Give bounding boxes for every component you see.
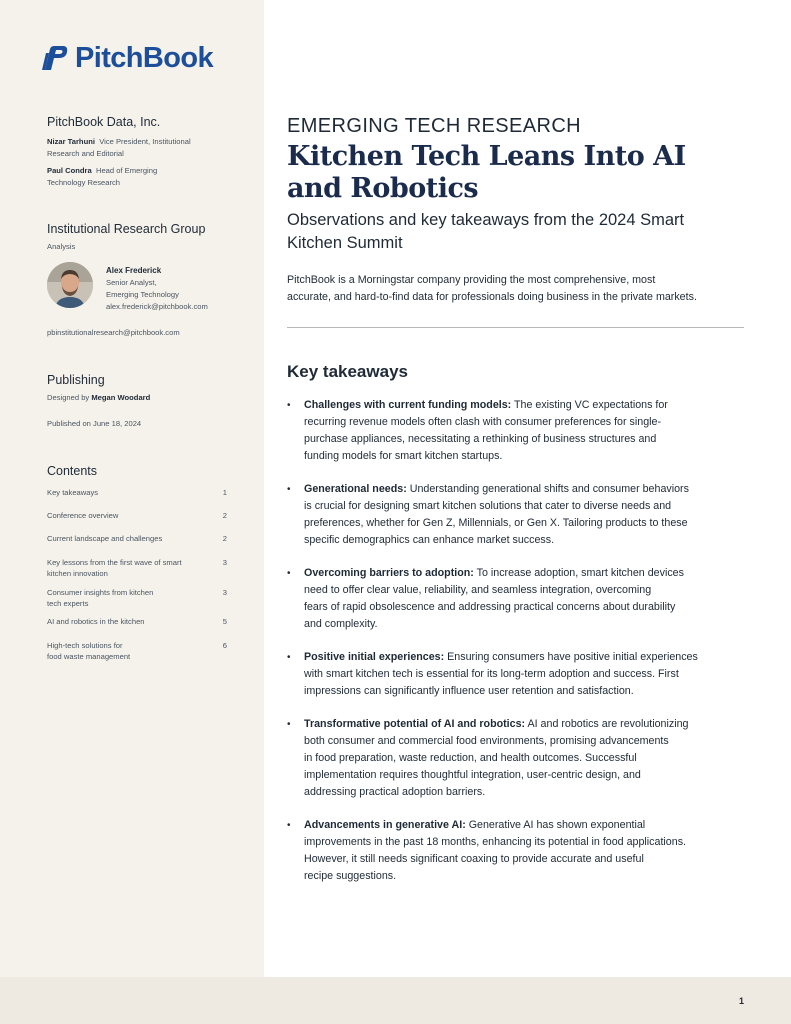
subtitle-line: Observations and key takeaways from the 2024 Smart [287, 211, 685, 229]
designed-by [47, 392, 150, 404]
author-nizar [47, 136, 237, 160]
takeaway-item [287, 481, 747, 549]
takeaway-item [287, 649, 747, 700]
pitchbook-logo[interactable] [41, 43, 213, 73]
toc-item[interactable] [47, 557, 227, 579]
toc-item-page: 6 [222, 641, 227, 650]
author-title: Technology Research [47, 178, 121, 187]
takeaway-text: purchase appliances, necessitating a rethinking of business structures and [304, 433, 657, 445]
takeaway-text: The existing VC expectations for [511, 399, 668, 411]
title-line: and Robotics [287, 173, 479, 204]
designer-name: Megan Woodard [91, 393, 151, 402]
takeaway-item [287, 397, 747, 465]
toc-item-label: tech experts [47, 599, 89, 608]
toc-item-page: 2 [222, 511, 227, 520]
page-footer [0, 977, 791, 1024]
company-name: PitchBook Data, Inc. [47, 115, 161, 129]
toc-item-page: 5 [222, 617, 227, 626]
takeaway-text: implementation requires thoughtful integration, user-centric design, and [304, 769, 641, 781]
author-name: Paul Condra [47, 166, 92, 175]
toc-item-page: 1 [222, 488, 227, 497]
author-name: Nizar Tarhuni [47, 137, 95, 146]
key-takeaways-heading: Key takeaways [287, 362, 408, 381]
analyst-card [47, 262, 257, 313]
toc-item[interactable] [47, 587, 227, 609]
toc-item-page: 3 [222, 588, 227, 597]
report-kicker: EMERGING TECH RESEARCH [287, 115, 582, 137]
intro-line: accurate, and hard-to-find data for professionals doing business in the private markets. [287, 291, 697, 303]
analyst-role: Emerging Technology [106, 290, 179, 299]
analyst-email-link[interactable]: alex.frederick@pitchbook.com [106, 302, 208, 311]
divider [287, 327, 744, 328]
brand-name: PitchBook [75, 42, 213, 74]
takeaway-text: funding models for smart kitchen startups. [304, 450, 503, 462]
published-date: Published on June 18, 2024 [47, 419, 142, 428]
takeaway-text: To increase adoption, smart kitchen devices [473, 567, 684, 579]
takeaway-text: and complexity. [304, 618, 378, 630]
toc-item[interactable] [47, 510, 227, 521]
report-title [287, 141, 737, 205]
analyst-portrait-icon [47, 262, 93, 308]
toc-item-page: 2 [222, 534, 227, 543]
avatar [47, 262, 93, 308]
takeaway-text: improvements in the past 18 months, enhancing its potential in food applications. [304, 836, 687, 848]
toc-item-label: AI and robotics in the kitchen [47, 617, 145, 626]
toc-item-label: kitchen innovation [47, 569, 108, 578]
takeaway-item [287, 817, 747, 885]
group-heading: Institutional Research Group [47, 222, 206, 236]
author-title: Research and Editorial [47, 149, 124, 158]
report-subtitle [287, 209, 737, 255]
takeaway-text: in food preparation, waste reduction, and health outcomes. Successful [304, 752, 637, 764]
takeaway-text: Understanding generational shifts and consumer behaviors [406, 483, 689, 495]
intro-line: PitchBook is a Morningstar company providing the most comprehensive, most [287, 274, 656, 286]
toc-item[interactable] [47, 616, 227, 627]
toc-item-label: food waste management [47, 652, 131, 661]
group-email-link[interactable]: pbinstitutionalresearch@pitchbook.com [47, 328, 180, 337]
takeaway-text: need to offer clear value, reliability, and seamless integration, overcoming [304, 584, 652, 596]
toc-item-label: High-tech solutions for [47, 641, 123, 650]
toc-item-label: Current landscape and challenges [47, 534, 163, 543]
takeaway-label: Challenges with current funding models: [304, 399, 512, 411]
toc-item-label: Key lessons from the first wave of smart [47, 558, 182, 567]
takeaway-text: is crucial for designing smart kitchen solutions that cater to diverse needs and [304, 500, 672, 512]
publishing-heading: Publishing [47, 373, 105, 387]
takeaway-text: Generative AI has shown exponential [465, 819, 646, 831]
takeaway-label: Transformative potential of AI and robotics: [304, 718, 526, 730]
author-title: Vice President, Institutional [99, 137, 191, 146]
analyst-role: Senior Analyst, [106, 278, 157, 287]
page-number: 1 [738, 996, 744, 1006]
intro-paragraph [287, 272, 747, 306]
author-title: Head of Emerging [95, 166, 158, 175]
toc-item-label: Consumer insights from kitchen [47, 588, 154, 597]
takeaway-text: addressing practical adoption barriers. [304, 786, 486, 798]
pitchbook-logo-icon [41, 43, 71, 73]
takeaway-text: impressions can significantly influence user retention and satisfaction. [304, 685, 634, 697]
takeaway-text: recipe suggestions. [304, 870, 397, 882]
bullet-icon: • [287, 820, 291, 831]
takeaway-text: AI and robotics are revolutionizing [525, 718, 689, 730]
takeaway-label: Generational needs: [304, 483, 407, 495]
takeaway-item [287, 565, 747, 633]
takeaway-text: specific demographics can enhance market success. [304, 534, 555, 546]
toc-item-label: Conference overview [47, 511, 119, 520]
title-line: Kitchen Tech Leans Into AI [287, 141, 686, 172]
author-paul [47, 165, 237, 189]
takeaway-text: However, it still needs significant coaxing to provide accurate and useful [304, 853, 644, 865]
takeaway-label: Positive initial experiences: [304, 651, 445, 663]
toc-item[interactable] [47, 533, 227, 544]
bullet-icon: • [287, 719, 291, 730]
contents-heading: Contents [47, 464, 98, 478]
toc-item[interactable] [47, 640, 227, 662]
takeaway-text: with smart kitchen tech is essential for its long-term adoption and success. First [304, 668, 679, 680]
takeaway-text: fears of rapid obsolescence and addressing practical concerns about durability [304, 601, 676, 613]
takeaway-text: both consumer and commercial food environments, promising advancements [304, 735, 669, 747]
takeaway-text: preferences, whether for Gen Z, Millennials, or Gen X. Tailoring products to these [304, 517, 688, 529]
takeaway-label: Overcoming barriers to adoption: [304, 567, 474, 579]
takeaway-text: Ensuring consumers have positive initial experiences [444, 651, 698, 663]
toc-item-page: 3 [222, 558, 227, 567]
takeaway-label: Advancements in generative AI: [304, 819, 466, 831]
analyst-name: Alex Frederick [106, 266, 162, 275]
bullet-icon: • [287, 484, 291, 495]
toc-item[interactable] [47, 487, 227, 498]
toc-item-label: Key takeaways [47, 488, 99, 497]
designed-by-label: Designed by [47, 393, 90, 402]
takeaway-text: recurring revenue models often clash with consumer preferences for single- [304, 416, 662, 428]
subtitle-line: Kitchen Summit [287, 234, 403, 252]
group-sub: Analysis [47, 242, 76, 251]
bullet-icon: • [287, 568, 291, 579]
bullet-icon: • [287, 652, 291, 663]
takeaway-item [287, 716, 747, 801]
bullet-icon: • [287, 400, 291, 411]
